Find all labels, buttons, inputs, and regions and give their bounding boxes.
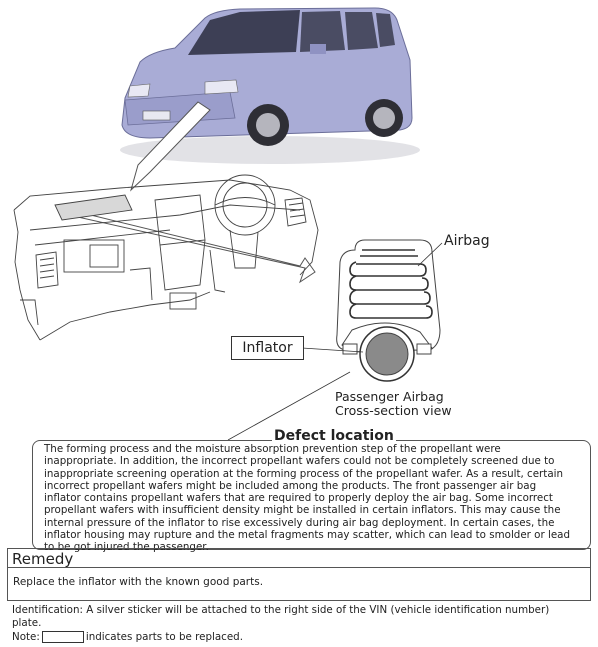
cross-section-line2: Cross-section view bbox=[335, 403, 452, 418]
defect-description-text: The forming process and the moisture absorption prevention step of the propellant were inappropriate. In addition, the incorrect propellant wafers could not be completely screened due to inappropriate screening operation at the forming process of the propellant wafer. As a result, certain incorrect propellant wafers might be included among the products. The front passenger air bag inflator contains propellant wafers that are required to properly deploy the air bag. Some incorrect propellant wafers with insufficient density might be installed in certain inflators. This may cause the internal pressure of the inflator to rise excessively during air bag deployment. In certain cases, the inflator housing may rupture and the metal fragments may scatter, which can lead to smolder or lead to be got injured the passenger. bbox=[44, 443, 571, 554]
dashboard-line-drawing bbox=[14, 175, 318, 340]
remedy-box bbox=[7, 548, 591, 601]
airbag-label: Airbag bbox=[444, 233, 490, 249]
note-prefix: Note: bbox=[12, 631, 40, 643]
cross-section-caption bbox=[335, 390, 452, 418]
remedy-text: Replace the inflator with the known good parts. bbox=[13, 576, 264, 588]
note-row bbox=[12, 631, 243, 643]
remedy-title: Remedy bbox=[12, 550, 74, 568]
cross-section-line1: Passenger Airbag bbox=[335, 389, 444, 404]
note-legend-box bbox=[42, 631, 84, 643]
defect-location-title: Defect location bbox=[274, 428, 394, 444]
remedy-divider bbox=[8, 567, 590, 568]
inflator-label: Inflator bbox=[231, 336, 304, 360]
note-suffix: indicates parts to be replaced. bbox=[85, 631, 243, 643]
identification-text: Identification: A silver sticker will be attached to the right side of the VIN (vehicle identification number) plate. bbox=[12, 604, 550, 629]
